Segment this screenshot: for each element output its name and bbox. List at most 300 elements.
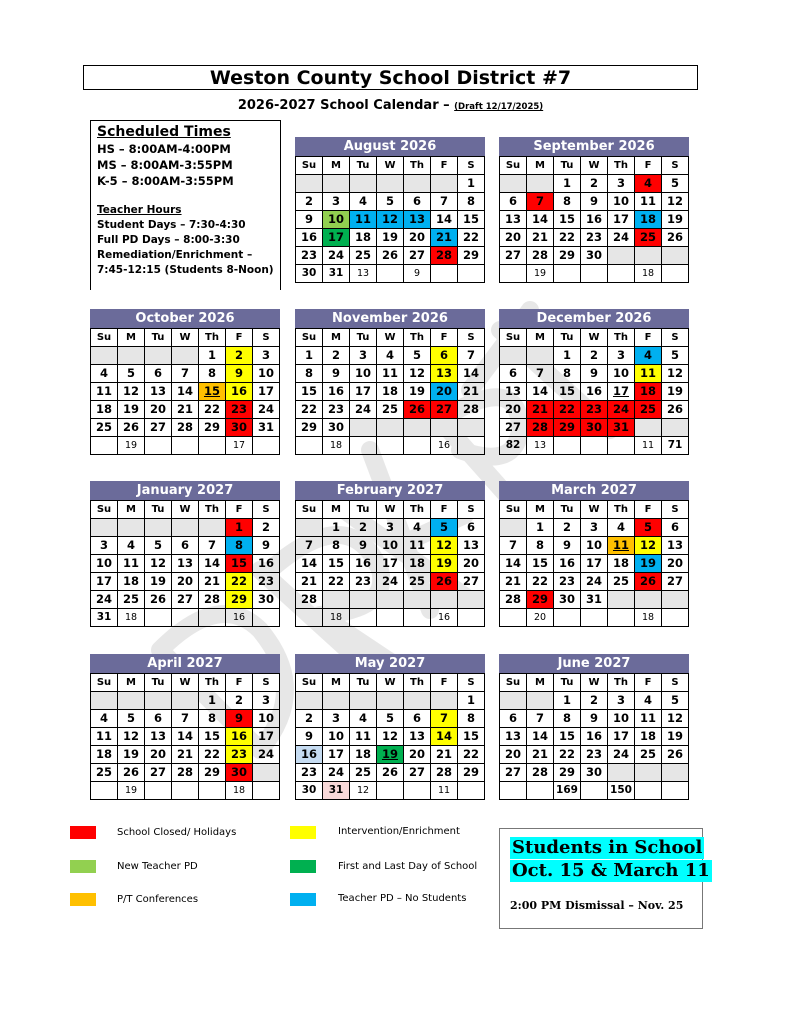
- weekday-header: Tu: [554, 329, 581, 347]
- day-cell: 22: [554, 229, 581, 247]
- weekday-header-row: [296, 674, 485, 692]
- weekday-header: Th: [199, 501, 226, 519]
- day-count-cell: 169: [554, 782, 581, 800]
- day-cell: 12: [662, 365, 689, 383]
- weekday-header: M: [527, 157, 554, 175]
- weekday-header: Tu: [350, 157, 377, 175]
- day-cell: 24: [350, 401, 377, 419]
- day-cell: [500, 347, 527, 365]
- day-cell: 7: [296, 537, 323, 555]
- teacher-hours-heading: Teacher Hours: [97, 204, 182, 216]
- day-cell: 29: [554, 247, 581, 265]
- day-count-cell: [350, 437, 377, 455]
- day-cell: [377, 419, 404, 437]
- day-cell: 9: [296, 728, 323, 746]
- day-count-cell: [581, 782, 608, 800]
- day-cell: 7: [527, 710, 554, 728]
- day-cell: 2: [581, 175, 608, 193]
- day-cell: 6: [500, 193, 527, 211]
- day-cell: 28: [296, 591, 323, 609]
- teacher-hours-line: 7:45-12:15 (Students 8-Noon): [97, 264, 274, 276]
- week-row: [296, 573, 485, 591]
- weekday-header: M: [323, 501, 350, 519]
- day-cell: 10: [253, 710, 280, 728]
- month-grid: [499, 328, 689, 455]
- day-cell: 6: [404, 710, 431, 728]
- day-cell: 7: [172, 710, 199, 728]
- day-cell: [458, 419, 485, 437]
- day-count-cell: [608, 609, 635, 627]
- day-cell: 26: [118, 419, 145, 437]
- day-cell: 21: [172, 746, 199, 764]
- day-cell: [635, 419, 662, 437]
- day-count-cell: [199, 782, 226, 800]
- month-title: October 2026: [90, 309, 280, 328]
- day-cell: 12: [377, 211, 404, 229]
- day-cell: 14: [527, 211, 554, 229]
- week-row: [296, 555, 485, 573]
- day-cell: [377, 175, 404, 193]
- month-grid: [295, 328, 485, 455]
- weekday-header: Su: [91, 329, 118, 347]
- day-cell: 7: [500, 537, 527, 555]
- day-cell: [635, 247, 662, 265]
- week-row: [91, 537, 280, 555]
- subtitle-text: 2026-2027 School Calendar –: [237, 98, 455, 113]
- day-cell: 19: [431, 555, 458, 573]
- week-row: [500, 519, 689, 537]
- day-cell: 26: [377, 247, 404, 265]
- day-cell: [323, 175, 350, 193]
- day-cell: 8: [554, 710, 581, 728]
- week-row: [91, 764, 280, 782]
- day-cell: 5: [635, 519, 662, 537]
- day-count-cell: 11: [431, 782, 458, 800]
- day-cell: [404, 175, 431, 193]
- day-cell: 17: [253, 728, 280, 746]
- day-cell: 14: [296, 555, 323, 573]
- day-count-row: [500, 265, 689, 283]
- month-title: August 2026: [295, 137, 485, 156]
- weekday-header: Th: [404, 157, 431, 175]
- day-cell: 12: [404, 365, 431, 383]
- day-count-cell: [662, 609, 689, 627]
- weekday-header: W: [172, 501, 199, 519]
- day-cell: 17: [581, 555, 608, 573]
- day-cell: 27: [500, 419, 527, 437]
- teacher-hours-line: Full PD Days – 8:00-3:30: [97, 234, 240, 246]
- day-cell: [199, 519, 226, 537]
- day-cell: 12: [662, 193, 689, 211]
- weekday-header: Su: [500, 329, 527, 347]
- day-cell: [431, 419, 458, 437]
- month-grid: [295, 156, 485, 283]
- day-cell: 18: [608, 555, 635, 573]
- day-cell: 4: [91, 365, 118, 383]
- day-count-cell: 71: [662, 437, 689, 455]
- day-cell: 4: [608, 519, 635, 537]
- day-cell: 14: [172, 383, 199, 401]
- weekday-header: Th: [608, 157, 635, 175]
- day-cell: 26: [431, 573, 458, 591]
- day-cell: 7: [172, 365, 199, 383]
- day-cell: 24: [91, 591, 118, 609]
- day-cell: 17: [608, 728, 635, 746]
- day-cell: 11: [635, 193, 662, 211]
- day-count-cell: 30: [296, 265, 323, 283]
- day-cell: 3: [253, 692, 280, 710]
- day-cell: 7: [527, 365, 554, 383]
- day-cell: 16: [581, 383, 608, 401]
- day-cell: 30: [581, 419, 608, 437]
- day-cell: 16: [581, 211, 608, 229]
- legend-swatch: [70, 893, 96, 906]
- week-row: [296, 383, 485, 401]
- weekday-header-row: [91, 329, 280, 347]
- week-row: [296, 764, 485, 782]
- week-row: [296, 401, 485, 419]
- day-cell: 9: [296, 211, 323, 229]
- week-row: [500, 175, 689, 193]
- day-count-row: [296, 609, 485, 627]
- dismissal-note: 2:00 PM Dismissal – Nov. 25: [510, 899, 684, 912]
- day-cell: 1: [554, 692, 581, 710]
- week-row: [500, 537, 689, 555]
- month-title: May 2027: [295, 654, 485, 673]
- day-cell: 25: [350, 247, 377, 265]
- day-cell: 28: [431, 764, 458, 782]
- day-cell: 28: [172, 764, 199, 782]
- day-cell: [296, 519, 323, 537]
- day-count-cell: [172, 782, 199, 800]
- day-cell: 27: [500, 764, 527, 782]
- schedule-line-k5: K-5 – 8:00AM-3:55PM: [97, 174, 234, 188]
- day-cell: 29: [554, 419, 581, 437]
- week-row: [296, 692, 485, 710]
- day-cell: 29: [458, 247, 485, 265]
- week-row: [500, 710, 689, 728]
- day-count-cell: [608, 265, 635, 283]
- day-cell: 13: [145, 728, 172, 746]
- day-cell: 22: [296, 401, 323, 419]
- day-cell: 17: [377, 555, 404, 573]
- day-cell: 10: [350, 365, 377, 383]
- weekday-header: Tu: [350, 329, 377, 347]
- weekday-header: S: [253, 674, 280, 692]
- day-cell: 22: [458, 746, 485, 764]
- day-cell: 14: [527, 383, 554, 401]
- day-cell: 3: [91, 537, 118, 555]
- day-cell: 25: [91, 764, 118, 782]
- day-cell: 21: [199, 573, 226, 591]
- legend-swatch: [290, 826, 316, 839]
- day-cell: 18: [377, 383, 404, 401]
- day-cell: 6: [500, 710, 527, 728]
- week-row: [91, 573, 280, 591]
- day-cell: 27: [662, 573, 689, 591]
- day-count-cell: 18: [226, 782, 253, 800]
- week-row: [500, 229, 689, 247]
- weekday-header: S: [662, 501, 689, 519]
- day-cell: [431, 591, 458, 609]
- day-cell: 4: [350, 710, 377, 728]
- day-cell: 7: [527, 193, 554, 211]
- month-calendar-march: [499, 481, 689, 627]
- day-cell: 27: [404, 247, 431, 265]
- weekday-header: S: [458, 329, 485, 347]
- day-count-cell: [296, 437, 323, 455]
- day-cell: 23: [226, 746, 253, 764]
- day-cell: [404, 419, 431, 437]
- weekday-header: S: [458, 501, 485, 519]
- day-cell: 2: [554, 519, 581, 537]
- week-row: [91, 419, 280, 437]
- day-cell: 15: [527, 555, 554, 573]
- day-cell: 26: [662, 401, 689, 419]
- weekday-header: S: [458, 157, 485, 175]
- day-cell: 20: [458, 555, 485, 573]
- weekday-header: S: [662, 329, 689, 347]
- day-cell: 5: [377, 710, 404, 728]
- day-count-cell: 19: [118, 782, 145, 800]
- day-cell: 16: [253, 555, 280, 573]
- weekday-header-row: [91, 674, 280, 692]
- day-count-cell: [199, 437, 226, 455]
- day-cell: 1: [527, 519, 554, 537]
- day-cell: 15: [323, 555, 350, 573]
- day-cell: 6: [500, 365, 527, 383]
- day-cell: 31: [581, 591, 608, 609]
- day-cell: 6: [404, 193, 431, 211]
- weekday-header: Su: [500, 157, 527, 175]
- day-cell: 13: [404, 728, 431, 746]
- weekday-header: Su: [296, 157, 323, 175]
- day-count-cell: 16: [431, 437, 458, 455]
- day-cell: 15: [554, 728, 581, 746]
- day-count-cell: [500, 782, 527, 800]
- week-row: [500, 211, 689, 229]
- day-cell: 20: [404, 229, 431, 247]
- month-title: April 2027: [90, 654, 280, 673]
- day-count-row: [500, 437, 689, 455]
- month-grid: [499, 156, 689, 283]
- day-cell: 1: [458, 175, 485, 193]
- weekday-header: Tu: [145, 674, 172, 692]
- day-cell: [145, 519, 172, 537]
- day-count-cell: 18: [635, 609, 662, 627]
- day-count-cell: [458, 782, 485, 800]
- day-cell: 25: [118, 591, 145, 609]
- day-cell: 20: [500, 229, 527, 247]
- day-cell: 25: [350, 764, 377, 782]
- week-row: [500, 692, 689, 710]
- day-count-cell: [635, 782, 662, 800]
- month-grid: [295, 500, 485, 627]
- day-cell: 13: [500, 383, 527, 401]
- day-cell: 26: [662, 746, 689, 764]
- day-count-cell: [581, 609, 608, 627]
- week-row: [91, 365, 280, 383]
- draft-date: (Draft 12/17/2025): [454, 102, 544, 112]
- weekday-header: W: [581, 157, 608, 175]
- day-cell: [350, 419, 377, 437]
- day-cell: 26: [377, 764, 404, 782]
- day-cell: 10: [323, 728, 350, 746]
- day-count-cell: [404, 609, 431, 627]
- day-cell: [118, 692, 145, 710]
- month-grid: [90, 328, 280, 455]
- day-cell: 17: [323, 746, 350, 764]
- day-count-cell: 9: [404, 265, 431, 283]
- day-cell: 25: [635, 746, 662, 764]
- teacher-hours-line: Remediation/Enrichment –: [97, 249, 253, 261]
- week-row: [500, 401, 689, 419]
- day-count-cell: 17: [226, 437, 253, 455]
- day-count-cell: 18: [323, 609, 350, 627]
- day-cell: 18: [350, 229, 377, 247]
- day-cell: 11: [350, 211, 377, 229]
- day-cell: 22: [323, 573, 350, 591]
- day-cell: 20: [662, 555, 689, 573]
- month-calendar-october: [90, 309, 280, 455]
- weekday-header: Su: [500, 501, 527, 519]
- weekday-header: S: [662, 674, 689, 692]
- day-cell: 5: [662, 175, 689, 193]
- day-count-cell: [377, 782, 404, 800]
- day-cell: [500, 692, 527, 710]
- week-row: [296, 728, 485, 746]
- day-cell: 4: [404, 519, 431, 537]
- students-in-school-line1: Students in School: [512, 837, 703, 858]
- day-cell: 18: [118, 573, 145, 591]
- week-row: [500, 247, 689, 265]
- day-cell: 23: [226, 401, 253, 419]
- day-cell: [377, 692, 404, 710]
- day-cell: 20: [145, 746, 172, 764]
- day-cell: [172, 519, 199, 537]
- week-row: [500, 746, 689, 764]
- week-row: [500, 419, 689, 437]
- day-cell: 19: [635, 555, 662, 573]
- day-count-cell: [172, 609, 199, 627]
- day-count-row: [500, 782, 689, 800]
- weekday-header: M: [118, 501, 145, 519]
- day-cell: 23: [581, 746, 608, 764]
- legend-label: Teacher PD – No Students: [338, 893, 467, 904]
- day-count-cell: 82: [500, 437, 527, 455]
- day-cell: 12: [118, 728, 145, 746]
- legend-label: School Closed/ Holidays: [117, 827, 237, 838]
- day-cell: 7: [431, 710, 458, 728]
- day-cell: 16: [581, 728, 608, 746]
- day-count-cell: [662, 265, 689, 283]
- day-cell: 12: [635, 537, 662, 555]
- day-cell: 13: [500, 211, 527, 229]
- day-count-cell: [554, 437, 581, 455]
- day-count-cell: [145, 609, 172, 627]
- day-cell: 16: [226, 383, 253, 401]
- weekday-header: Tu: [554, 157, 581, 175]
- day-cell: 25: [404, 573, 431, 591]
- weekday-header-row: [296, 157, 485, 175]
- week-row: [296, 365, 485, 383]
- day-cell: 24: [323, 247, 350, 265]
- day-count-cell: [145, 437, 172, 455]
- day-count-cell: 31: [323, 265, 350, 283]
- day-cell: 14: [458, 365, 485, 383]
- day-count-cell: 13: [350, 265, 377, 283]
- day-cell: 9: [253, 537, 280, 555]
- day-cell: 24: [253, 746, 280, 764]
- day-cell: [635, 764, 662, 782]
- weekday-header: Su: [91, 674, 118, 692]
- day-cell: [608, 764, 635, 782]
- day-cell: 17: [350, 383, 377, 401]
- day-cell: 3: [608, 175, 635, 193]
- day-cell: 21: [431, 746, 458, 764]
- week-row: [296, 746, 485, 764]
- schedule-line-ms: MS – 8:00AM-3:55PM: [97, 158, 233, 172]
- day-cell: 13: [662, 537, 689, 555]
- day-cell: 29: [458, 764, 485, 782]
- day-cell: 29: [296, 419, 323, 437]
- day-cell: 19: [118, 401, 145, 419]
- scheduled-times-heading: Scheduled Times: [97, 124, 231, 140]
- day-cell: 4: [350, 193, 377, 211]
- day-cell: 22: [199, 746, 226, 764]
- day-count-cell: 20: [527, 609, 554, 627]
- day-cell: [172, 347, 199, 365]
- day-count-cell: [458, 265, 485, 283]
- week-row: [500, 764, 689, 782]
- day-count-cell: [608, 437, 635, 455]
- day-cell: 1: [199, 347, 226, 365]
- day-count-cell: [350, 609, 377, 627]
- week-row: [296, 247, 485, 265]
- legend-swatch: [290, 893, 316, 906]
- week-row: [296, 347, 485, 365]
- day-cell: 14: [431, 728, 458, 746]
- weekday-header: Su: [296, 674, 323, 692]
- day-cell: 23: [323, 401, 350, 419]
- day-cell: 1: [323, 519, 350, 537]
- day-cell: 16: [350, 555, 377, 573]
- weekday-header: Th: [404, 501, 431, 519]
- day-cell: 11: [404, 537, 431, 555]
- weekday-header: W: [581, 674, 608, 692]
- day-cell: 29: [226, 591, 253, 609]
- day-count-cell: [404, 782, 431, 800]
- weekday-header: Th: [608, 501, 635, 519]
- month-grid: [499, 500, 689, 627]
- day-cell: 21: [500, 573, 527, 591]
- week-row: [91, 401, 280, 419]
- day-cell: 19: [662, 211, 689, 229]
- day-count-row: [296, 782, 485, 800]
- day-cell: 3: [323, 193, 350, 211]
- day-cell: 28: [500, 591, 527, 609]
- day-cell: 5: [118, 365, 145, 383]
- day-cell: 4: [118, 537, 145, 555]
- day-cell: 6: [431, 347, 458, 365]
- day-count-cell: [296, 609, 323, 627]
- weekday-header: F: [635, 157, 662, 175]
- day-count-row: [296, 265, 485, 283]
- day-cell: 14: [172, 728, 199, 746]
- day-cell: 11: [608, 537, 635, 555]
- day-cell: 1: [226, 519, 253, 537]
- day-cell: 11: [635, 365, 662, 383]
